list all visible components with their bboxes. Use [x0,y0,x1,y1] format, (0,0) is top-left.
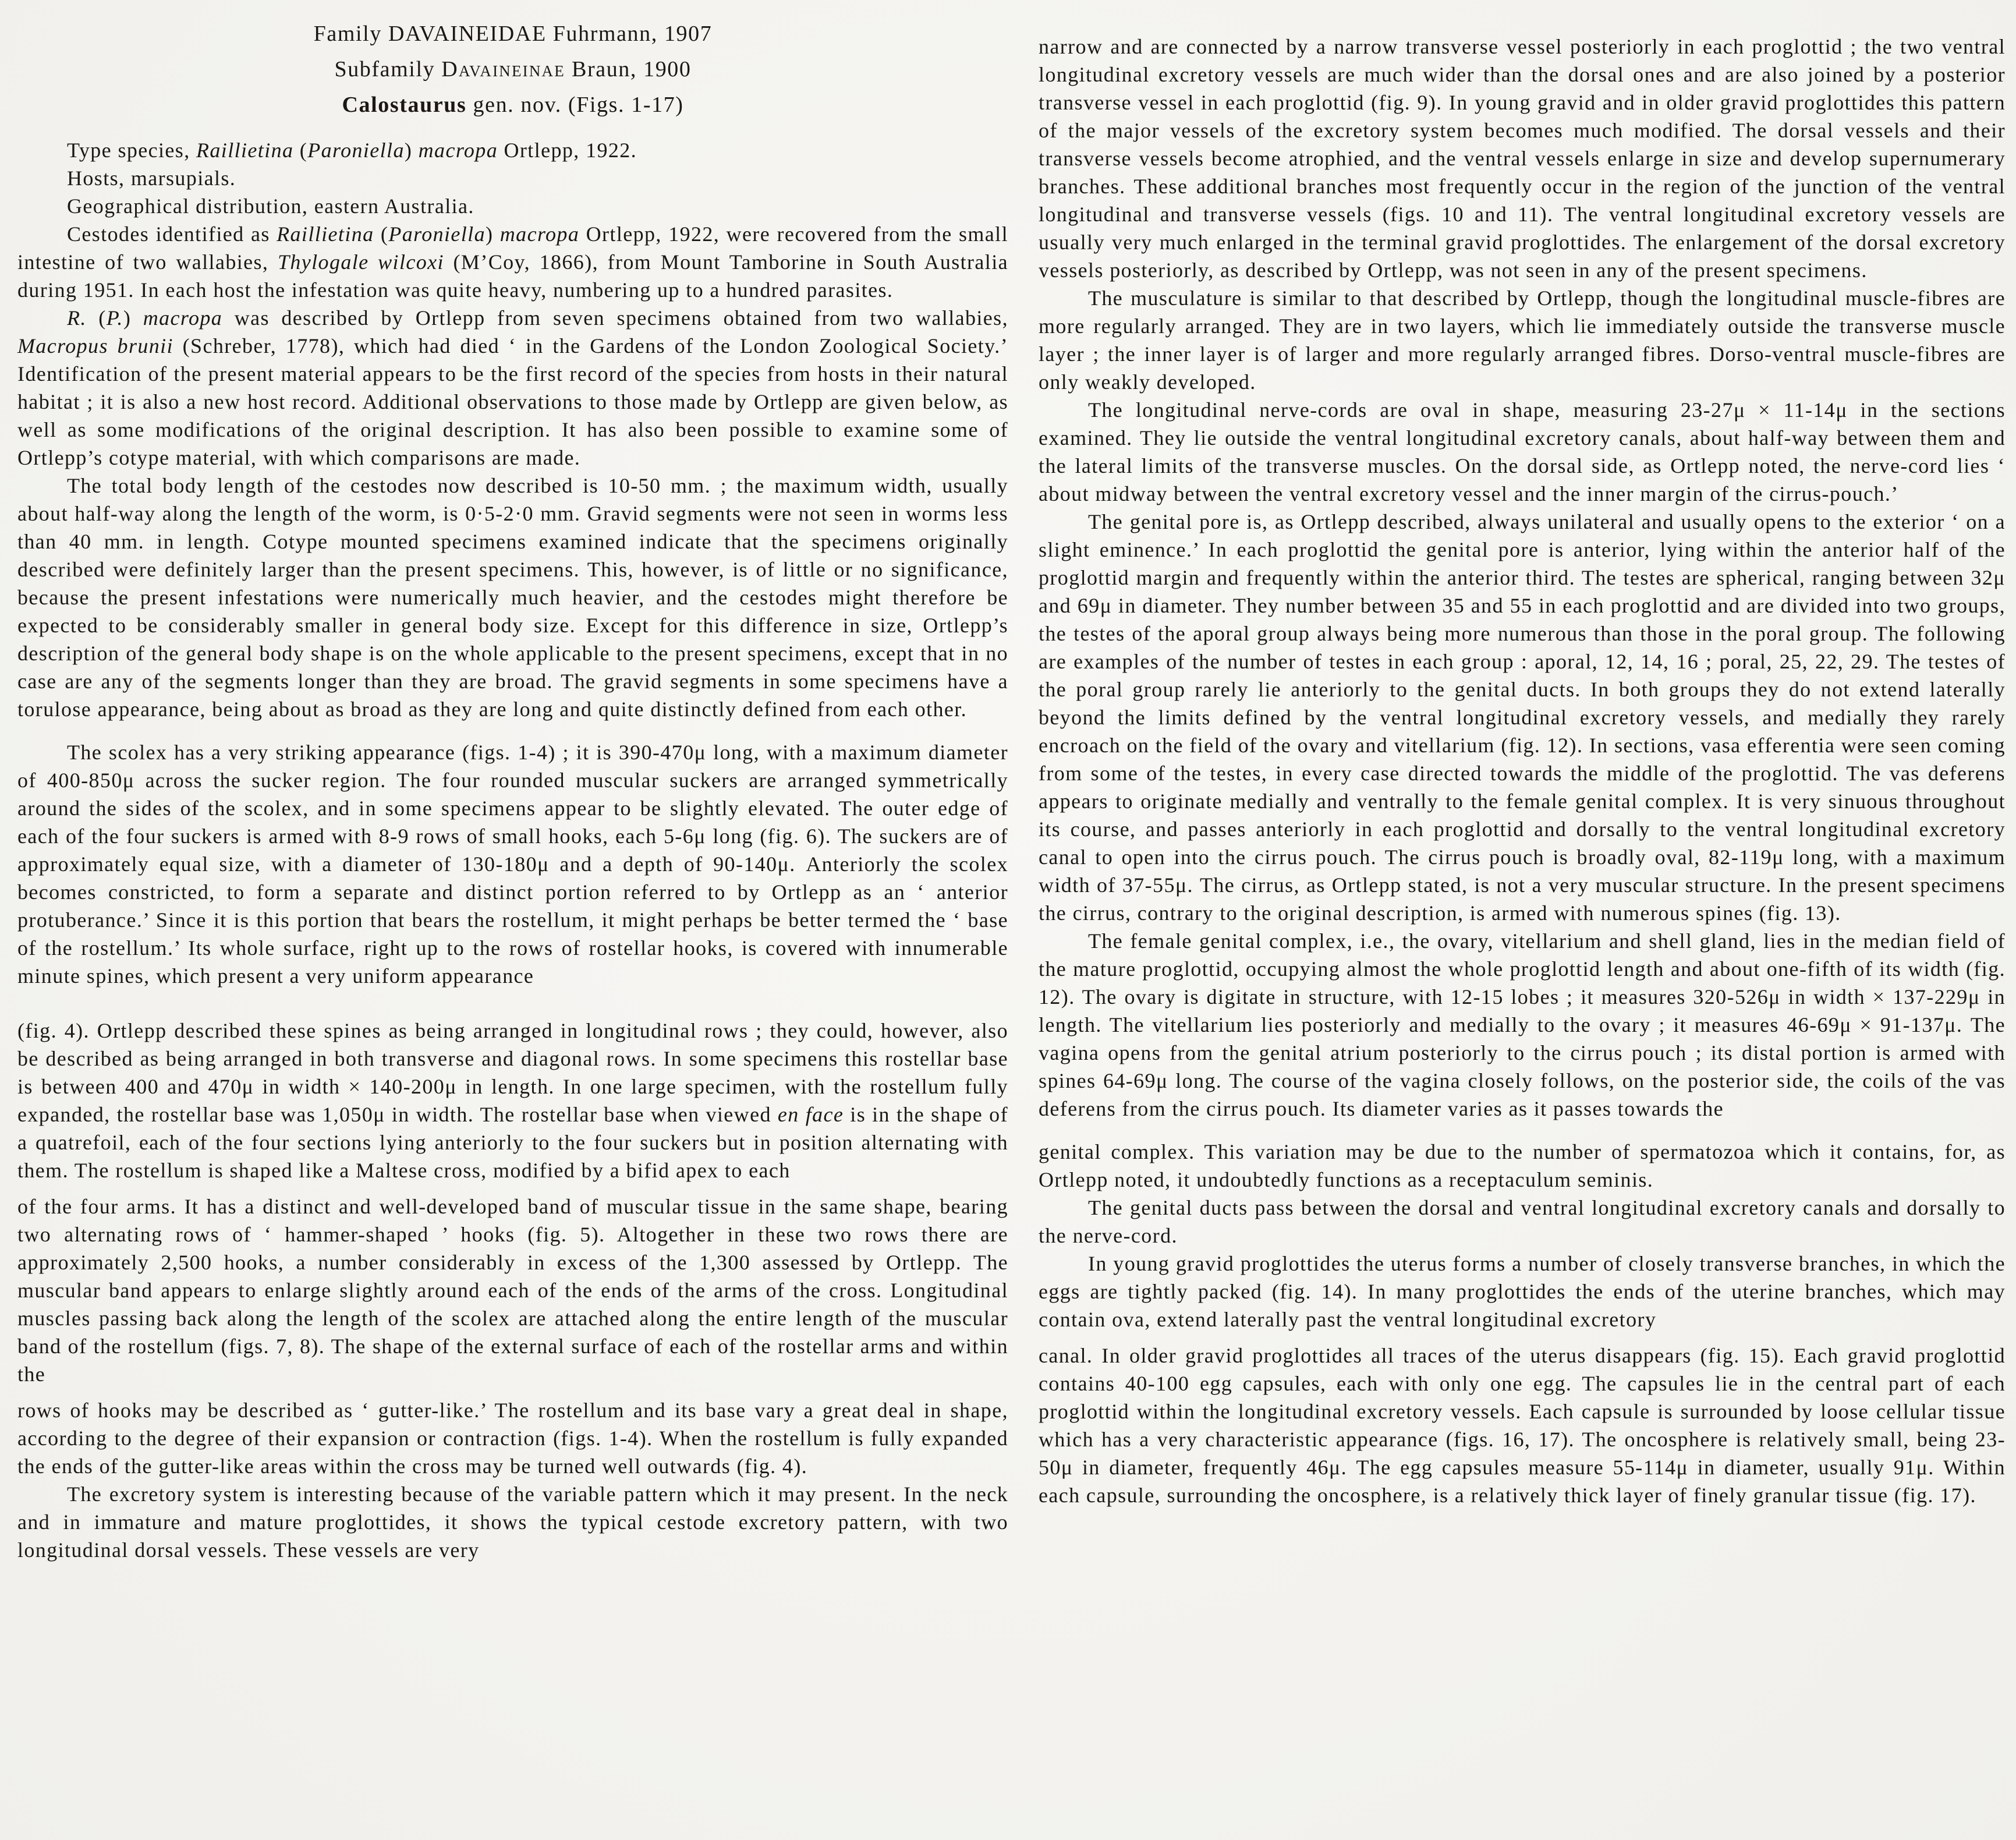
paragraph-genital-complex-variation: genital complex. This variation may be due to the number of spermatozoa which it contains, for, as Ortlepp noted, it undoubtedly functions as a receptaculum seminis. [1039,1140,2006,1191]
paragraph-total-body-length: The total body length of the cestodes now described is 10-50 mm. ; the maximum width, usually about half-way along the length of the worm, is 0·5-2·0 mm. Gravid segments were not seen in worms less than 40 mm. in length. Cotype mounted specimens examined indicate that the specimens originally described were definitely larger than the present specimens. This, however, is of little or no significance, because the present infestations were numerically much heavier, and the cestodes might therefore be expected to be considerably smaller in general body size. Except for this difference in size, Ortlepp’s description of the general body shape is on the whole applicable to the present specimens, except that in no case are any of the segments longer than they are broad. The gravid segments in some specimens have a torulose appearance, being about as broad as they are long and quite distinctly defined from each other. [17,474,1008,721]
paragraph-young-gravid-uterus: In young gravid proglottides the uterus forms a number of closely transverse branches, in which the eggs are tightly packed (fig. 14). In many proglottides the ends of the uterine branches, which may contain ova, extend laterally past the ventral longitudinal excretory [1039,1252,2006,1331]
paragraph-macropa-described: R. (P.) macropa was described by Ortlepp from seven specimens obtained from two wallabies, Macropus brunii (Schreber, 1778), which had died ‘ in the Gardens of the London Zoological Society.’ Identification of the present material appears to be the first record of the species from hosts in their natural habitat ; it is also a new host record. Additional observations to those made by Ortlepp are given below, as well as some modifications of the original description. It has also been possible to examine some of Ortlepp’s cotype material, with which comparisons are made. [17,306,1008,469]
paragraph-excretory-system: The excretory system is interesting because of the variable pattern which it may present. In the neck and in immature and mature proglottides, it shows the typical cestode excretory pattern, with two longitudinal dorsal vessels. These vessels are very [17,1482,1008,1562]
paragraph-older-gravid-capsules: canal. In older gravid proglottides all traces of the uterus disappears (fig. 15). Each gravid proglottid contains 40-100 egg capsules, each with only one egg. The capsules lie in the central part of each proglottid within the longitudinal excretory vessels. Each capsule is surrounded by loose cellular tissue which has a very characteristic appearance (figs. 16, 17). The oncosphere is relatively small, being 23-50μ in diameter, frequently 46μ. The egg capsules measure 55-114μ in diameter, usually 91μ. Within each capsule, surrounding the oncosphere, is a relatively thick layer of finely granular tissue (fig. 17). [1039,1344,2006,1507]
paragraph-scolex: The scolex has a very striking appearance (figs. 1-4) ; it is 390-470μ long, with a maximum diameter of 400-850μ across the sucker region. The four rounded muscular suckers are arranged symmetrically around the sides of the scolex, and in some specimens appear to be slightly elevated. The outer edge of each of the four suckers is armed with 8-9 rows of small hooks, each 5-6μ long (fig. 6). The suckers are of approximately equal size, with a diameter of 130-180μ and a depth of 90-140μ. Anteriorly the scolex becomes constricted, to form a separate and distinct portion referred to by Ortlepp as an ‘ anterior protuberance.’ Since it is this portion that bears the rostellum, it might perhaps be better termed the ‘ base of the rostellum.’ Its whole surface, right up to the rows of rostellar hooks, is covered with innumerable minute spines, which present a very uniform appearance [17,741,1008,988]
family-heading: Family DAVAINEIDAE Fuhrmann, 1907 [313,22,713,46]
paragraph-four-arms: of the four arms. It has a distinct and well-developed band of muscular tissue in the same shape, bearing two alternating rows of ‘ hammer-shaped ’ hooks (fig. 5). Altogether in these two rows there are approximately 2,500 hooks, a number considerably in excess of the 1,300 assessed by Ortlepp. The muscular band appears to enlarge slightly around each of the ends of the arms of the cross. Longitudinal muscles passing back along the length of the scolex are attached along the entire length of the muscular band of the rostellum (figs. 7, 8). The shape of the external surface of each of the rostellar arms and within the [17,1195,1008,1386]
paragraph-cestodes-identified: Cestodes identified as Raillietina (Paroniella) macropa Ortlepp, 1922, were recovered from the small intestine of two wallabies, Thylogale wilcoxi (M’Coy, 1866), from Mount Tamborine in South Australia during 1951. In each host the infestation was quite heavy, numbering up to a hundred parasites. [17,222,1008,302]
genus-heading: Calostaurus gen. nov. (Figs. 1-17) [342,93,684,117]
subfamily-heading: Subfamily Davaineinae Braun, 1900 [334,57,692,82]
paragraph-female-genital-complex: The female genital complex, i.e., the ovary, vitellarium and shell gland, lies in the median field of the mature proglottid, occupying almost the whole proglottid length and about one-fifth of its width (fig. 12). The ovary is digitate in structure, with 12-15 lobes ; it measures 320-526μ in width × 137-229μ in length. The vitellarium lies posteriorly and medially to the ovary ; it measures 46-69μ × 91-137μ. The vagina opens from the genital atrium posteriorly to the cirrus pouch ; its distal portion is armed with spines 64-69μ long. The course of the vagina closely follows, on the posterior side, the coils of the vas deferens from the cirrus pouch. Its diameter varies as it passes towards the [1039,929,2006,1120]
paragraph-narrow-vessels: narrow and are connected by a narrow transverse vessel posteriorly in each proglottid ; the two ventral longitudinal excretory vessels are much wider than the dorsal ones and are also joined by a posterior transverse vessel in each proglottid (fig. 9). In young gravid and in older gravid proglottides this pattern of the major vessels of the excretory system becomes much modified. The dorsal vessels and their transverse vessels become atrophied, and the ventral vessels enlarge in size and develop supernumerary branches. These additional branches most frequently occur in the region of the junction of the ventral longitudinal and transverse vessels (figs. 10 and 11). The ventral longitudinal excretory vessels are usually very much enlarged in the terminal gravid proglottides. The enlargement of the dorsal excretory vessels posteriorly, as described by Ortlepp, was not seen in any of the present specimens. [1039,35,2006,282]
paragraph-spines-rows: (fig. 4). Ortlepp described these spines as being arranged in longitudinal rows ; they could, however, also be described as being arranged in both transverse and diagonal rows. In some specimens this rostellar base is between 400 and 470μ in width × 140-200μ in length. In one large specimen, with the rostellum fully expanded, the rostellar base was 1,050μ in width. The rostellar base when viewed en face is in the shape of a quatrefoil, each of the four sections lying anteriorly to the four suckers but in position alternating with them. The rostellum is shaped like a Maltese cross, modified by a bifid apex to each [17,1019,1008,1182]
distribution-line: Geographical distribution, eastern Australia. [67,194,474,218]
paragraph-musculature: The musculature is similar to that described by Ortlepp, though the longitudinal muscle-fibres are more regularly arranged. They are in two layers, which lie immediately outside the transverse muscle layer ; the inner layer is of larger and more regularly arranged fibres. Dorso-ventral muscle-fibres are only weakly developed. [1039,286,2006,394]
paragraph-gutter-like: rows of hooks may be described as ‘ gutter-like.’ The rostellum and its base vary a great deal in shape, according to the degree of their expansion or contraction (figs. 1-4). When the rostellum is fully expanded the ends of the gutter-like areas within the cross may be turned well outwards (fig. 4). [17,1399,1008,1478]
paragraph-genital-ducts: The genital ducts pass between the dorsal and ventral longitudinal excretory canals and dorsally to the nerve-cord. [1039,1196,2006,1247]
left-column [17,20,1008,1840]
paragraph-genital-pore: The genital pore is, as Ortlepp described, always unilateral and usually opens to the exterior ‘ on a slight eminence.’ In each proglottid the genital pore is anterior, lying within the anterior half of the proglottid margin and frequently within the anterior third. The testes are spherical, ranging between 32μ and 69μ in diameter. They number between 35 and 55 in each proglottid and are divided into two groups, the testes of the aporal group always being more numerous than those in the poral group. The following are examples of the number of testes in each group : aporal, 12, 14, 16 ; poral, 25, 22, 29. The testes of the poral group rarely lie anteriorly to the genital ducts. In both groups they do not extend laterally beyond the limits defined by the ventral longitudinal excretory vessels, and medially they rarely encroach on the field of the ovary and vitellarium (fig. 12). In sections, vasa efferentia were seen coming from some of the testes, in every case directed towards the middle of the proglottid. The vas deferens appears to originate medially and ventrally to the female genital complex. It is very sinuous throughout its course, and passes anteriorly in each proglottid and dorsally to the ventral longitudinal excretory canal to open into the cirrus pouch. The cirrus pouch is broadly oval, 82-119μ long, with a maximum width of 37-55μ. The cirrus, as Ortlepp stated, is not a very muscular structure. In the present specimens the cirrus, contrary to the original description, is armed with numerous spines (fig. 13). [1039,510,2006,925]
type-species-line: Type species, Raillietina (Paroniella) macropa Ortlepp, 1922. [67,139,637,162]
paragraph-nerve-cords: The longitudinal nerve-cords are oval in shape, measuring 23-27μ × 11-14μ in the sections examined. They lie outside the ventral longitudinal excretory canals, about half-way between them and the lateral limits of the transverse muscles. On the dorsal side, as Ortlepp noted, the nerve-cord lies ‘ about midway between the ventral excretory vessel and the inner margin of the cirrus-pouch.’ [1039,398,2006,505]
right-column [1039,33,2006,1840]
hosts-line: Hosts, marsupials. [67,167,236,190]
